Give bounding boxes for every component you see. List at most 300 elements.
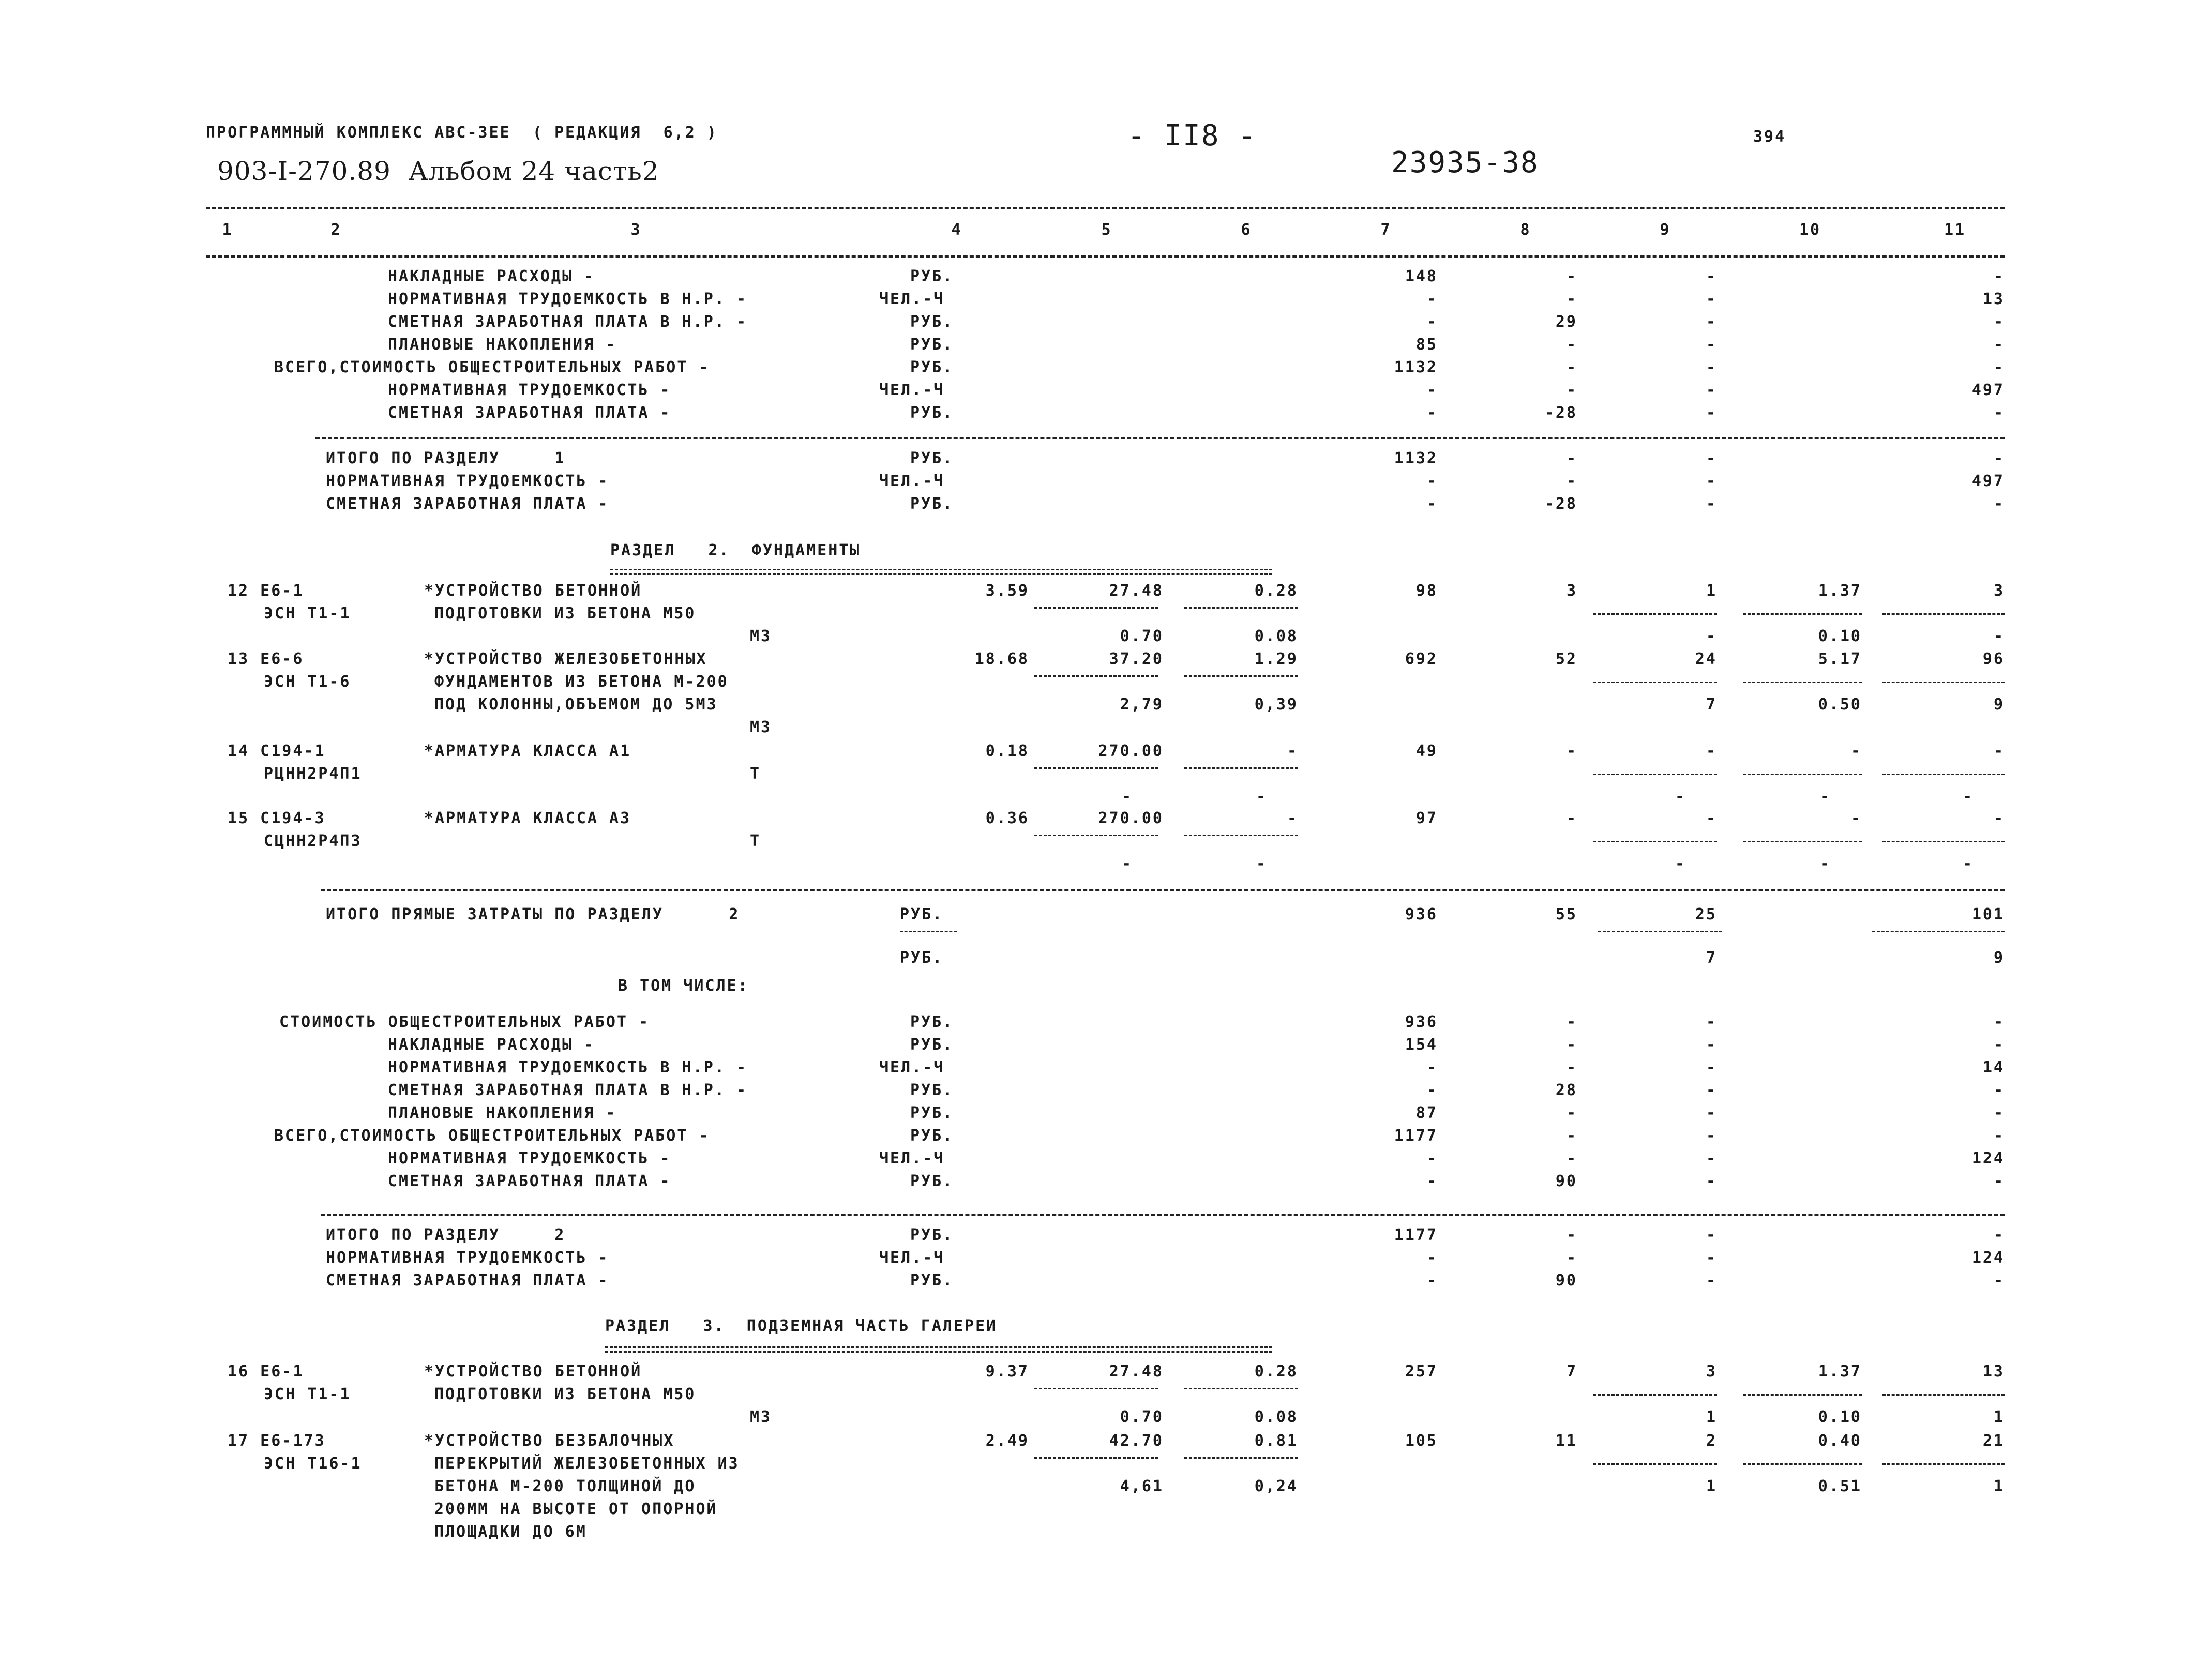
section2-row-label: НОРМАТИВНАЯ ТРУДОЕМКОСТЬ В Н.Р. - bbox=[388, 1058, 748, 1077]
section2-item-c10: - bbox=[1850, 742, 1862, 760]
section2-row-c11: 124 bbox=[1971, 1149, 2005, 1168]
section2-total-c8: 90 bbox=[1555, 1272, 1577, 1290]
section2-item-subrule bbox=[1593, 841, 1717, 842]
section3-item-c8: 7 bbox=[1566, 1363, 1577, 1381]
section1-row-c7: - bbox=[1426, 313, 1438, 331]
section2-item-code: ЭСН Т1-1 bbox=[264, 604, 351, 623]
section2-title: РАЗДЕЛ 2. ФУНДАМЕНТЫ bbox=[610, 541, 861, 559]
section2-row-c9: - bbox=[1706, 1013, 1717, 1031]
section1-row-label: ПЛАНОВЫЕ НАКОПЛЕНИЯ - bbox=[388, 336, 617, 354]
section3-item-desc: ПЕРЕКРЫТИЙ ЖЕЛЕЗОБЕТОННЫХ ИЗ bbox=[434, 1455, 740, 1473]
page-number: - II8 - bbox=[1127, 119, 1257, 153]
section2-row-label: СМЕТНАЯ ЗАРАБОТНАЯ ПЛАТА - bbox=[388, 1172, 671, 1190]
section2-direct-total-unit: РУБ. bbox=[900, 905, 944, 924]
section2-item-c11-b: - bbox=[1962, 788, 1974, 806]
section3-item-c9: 2 bbox=[1706, 1432, 1717, 1450]
section1-total-label: ИТОГО ПО РАЗДЕЛУ 1 bbox=[326, 449, 566, 467]
section1-row-label: НОРМАТИВНАЯ ТРУДОЕМКОСТЬ - bbox=[388, 381, 671, 399]
including-heading: В ТОМ ЧИСЛЕ: bbox=[618, 977, 749, 995]
section2-row-c9: - bbox=[1706, 1172, 1717, 1190]
section1-row-c7: 148 bbox=[1405, 267, 1438, 285]
section1-total-c8: -28 bbox=[1544, 495, 1577, 513]
section2-total-c11: - bbox=[1993, 1272, 2005, 1290]
section3-item-subrule bbox=[1743, 1394, 1862, 1396]
section3-item-c10-b: 0.51 bbox=[1818, 1477, 1862, 1495]
section1-row-c9: - bbox=[1706, 336, 1717, 354]
col-head-3: 3 bbox=[630, 221, 642, 239]
section2-direct-total-c9: 25 bbox=[1695, 905, 1717, 924]
section2-item-c6: - bbox=[1287, 742, 1298, 760]
section2-item-c11: 96 bbox=[1982, 650, 2005, 668]
section3-item-subrule bbox=[1743, 1463, 1862, 1465]
section2-row-unit: ЧЕЛ.-Ч bbox=[879, 1058, 945, 1077]
section2-item-subrule bbox=[1593, 682, 1717, 683]
section1-total-c9: - bbox=[1706, 495, 1717, 513]
section2-item-c10-b: - bbox=[1819, 855, 1831, 873]
section2-row-c7: 87 bbox=[1415, 1104, 1438, 1122]
section2-item-code: РЦНН2Р4П1 bbox=[264, 765, 362, 783]
section1-row-c9: - bbox=[1706, 358, 1717, 376]
section2-row-c8: 28 bbox=[1555, 1081, 1577, 1099]
section2-items-rule bbox=[321, 889, 2005, 891]
section2-row-c7: 936 bbox=[1405, 1013, 1438, 1031]
section1-row-label: НАКЛАДНЫЕ РАСХОДЫ - bbox=[388, 267, 595, 285]
section2-total-label: ИТОГО ПО РАЗДЕЛУ 2 bbox=[326, 1226, 566, 1244]
section2-total-c8: - bbox=[1566, 1249, 1577, 1267]
section3-title-underline bbox=[605, 1346, 1272, 1353]
section1-total-unit: РУБ. bbox=[910, 449, 954, 467]
section2-item-c6-b: 0,39 bbox=[1254, 695, 1298, 714]
section1-total-c11: - bbox=[1993, 495, 2005, 513]
section2-item-subrule bbox=[1743, 841, 1862, 842]
section3-item-desc: БЕТОНА М-200 ТОЛЩИНОЙ ДО bbox=[434, 1477, 696, 1495]
sheet-number: 394 bbox=[1753, 128, 1786, 146]
section1-row-c11: 13 bbox=[1982, 290, 2005, 308]
section2-item-c10-b: - bbox=[1819, 788, 1831, 806]
section1-row-c9: - bbox=[1706, 381, 1717, 399]
section2-item-desc: *АРМАТУРА КЛАССА А1 bbox=[424, 742, 631, 760]
section3-item-subrule bbox=[1034, 1457, 1158, 1459]
header-bottom-rule bbox=[206, 255, 2005, 258]
section2-item-code: СЦНН2Р4П3 bbox=[264, 832, 362, 850]
section2-item-c10-b: 0.10 bbox=[1818, 627, 1862, 645]
section2-row-c7: - bbox=[1426, 1172, 1438, 1190]
section2-item-c4: 0.18 bbox=[985, 742, 1029, 760]
section2-total-c7: 1177 bbox=[1394, 1226, 1438, 1244]
col-head-2: 2 bbox=[330, 221, 342, 239]
section2-row-c8: - bbox=[1566, 1104, 1577, 1122]
section2-item-c5: 37.20 bbox=[1109, 650, 1164, 668]
section2-item-c7: 692 bbox=[1405, 650, 1438, 668]
section1-total-label: НОРМАТИВНАЯ ТРУДОЕМКОСТЬ - bbox=[326, 472, 609, 490]
section2-row-c9: - bbox=[1706, 1058, 1717, 1077]
section2-row-label: ПЛАНОВЫЕ НАКОПЛЕНИЯ - bbox=[388, 1104, 617, 1122]
section3-item-c6-b: 0.08 bbox=[1254, 1408, 1298, 1426]
section2-item-subrule bbox=[1034, 675, 1158, 677]
section2-item-c5-b: 2,79 bbox=[1120, 695, 1164, 714]
section2-item-subrule bbox=[1882, 613, 2005, 615]
section2-item-c8: 52 bbox=[1555, 650, 1577, 668]
section1-total-c7: 1132 bbox=[1394, 449, 1438, 467]
section2-row-c11: 14 bbox=[1982, 1058, 2005, 1077]
section3-item-subrule bbox=[1593, 1394, 1717, 1396]
section3-item-desc: ПОДГОТОВКИ ИЗ БЕТОНА М50 bbox=[434, 1385, 696, 1403]
section2-item-c5-b: - bbox=[1121, 788, 1133, 806]
section1-row-c11: - bbox=[1993, 404, 2005, 422]
section2-item-number: 12 Е6-1 bbox=[228, 582, 304, 600]
section2-item-subrule bbox=[1882, 774, 2005, 775]
col-head-7: 7 bbox=[1380, 221, 1392, 239]
section1-row-c11: - bbox=[1993, 267, 2005, 285]
section1-row-c9: - bbox=[1706, 404, 1717, 422]
section2-item-desc: ПОДГОТОВКИ ИЗ БЕТОНА М50 bbox=[434, 604, 696, 623]
section3-item-subrule bbox=[1593, 1463, 1717, 1465]
section3-item-c10-b: 0.10 bbox=[1818, 1408, 1862, 1426]
section1-rule bbox=[315, 437, 2005, 439]
section2-item-unit: М3 bbox=[750, 627, 772, 645]
section1-row-c8: -28 bbox=[1544, 404, 1577, 422]
section1-total-unit: ЧЕЛ.-Ч bbox=[879, 472, 945, 490]
section1-row-c7: - bbox=[1426, 381, 1438, 399]
section3-item-code: ЭСН Т16-1 bbox=[264, 1455, 362, 1473]
section2-row-unit: РУБ. bbox=[910, 1127, 954, 1145]
section2-row-c9: - bbox=[1706, 1036, 1717, 1054]
section2-item-c4: 3.59 bbox=[985, 582, 1029, 600]
section2-total-c9: - bbox=[1706, 1226, 1717, 1244]
section1-row-c9: - bbox=[1706, 267, 1717, 285]
section2-total-c8: - bbox=[1566, 1226, 1577, 1244]
section2-item-c5-b: - bbox=[1121, 855, 1133, 873]
section1-row-c11: - bbox=[1993, 336, 2005, 354]
section2-row-c11: - bbox=[1993, 1036, 2005, 1054]
col-head-11: 11 bbox=[1944, 221, 1966, 239]
section2-item-desc: ПОД КОЛОННЫ,ОБЪЕМОМ ДО 5М3 bbox=[434, 695, 718, 714]
section2-row-label: СТОИМОСТЬ ОБЩЕСТРОИТЕЛЬНЫХ РАБОТ - bbox=[279, 1013, 650, 1031]
section2-item-c9-b: - bbox=[1675, 788, 1686, 806]
section2-item-desc: ФУНДАМЕНТОВ ИЗ БЕТОНА М-200 bbox=[434, 673, 729, 691]
section2-item-c11: - bbox=[1993, 742, 2005, 760]
section1-row-label: СМЕТНАЯ ЗАРАБОТНАЯ ПЛАТА - bbox=[388, 404, 671, 422]
section2-item-c8: - bbox=[1566, 742, 1577, 760]
section3-item-c11: 13 bbox=[1982, 1363, 2005, 1381]
section1-total-c7: - bbox=[1426, 472, 1438, 490]
section2-row-c11: - bbox=[1993, 1104, 2005, 1122]
section3-item-desc: ПЛОЩАДКИ ДО 6М bbox=[434, 1523, 587, 1541]
section2-total-unit: РУБ. bbox=[910, 1272, 954, 1290]
col-head-9: 9 bbox=[1660, 221, 1671, 239]
section3-item-number: 16 Е6-1 bbox=[228, 1363, 304, 1381]
section2-item-subrule bbox=[1034, 607, 1158, 609]
section1-row-c8: - bbox=[1566, 358, 1577, 376]
section2-direct-total-c11: 101 bbox=[1971, 905, 2005, 924]
section2-item-desc: *УСТРОЙСТВО ЖЕЛЕЗОБЕТОННЫХ bbox=[424, 650, 707, 668]
section2-row-c8: - bbox=[1566, 1013, 1577, 1031]
section1-row-c8: - bbox=[1566, 267, 1577, 285]
section2-row-unit: РУБ. bbox=[910, 1081, 954, 1099]
section3-item-subrule bbox=[1034, 1388, 1158, 1389]
col-head-5: 5 bbox=[1101, 221, 1112, 239]
section2-row-c7: - bbox=[1426, 1058, 1438, 1077]
col-head-8: 8 bbox=[1520, 221, 1531, 239]
section2-item-c7: 97 bbox=[1415, 809, 1438, 827]
section3-item-c5: 42.70 bbox=[1109, 1432, 1164, 1450]
section2-item-c6: 0.28 bbox=[1254, 582, 1298, 600]
section1-total-c9: - bbox=[1706, 449, 1717, 467]
section2-direct-total-c11b: 9 bbox=[1993, 949, 2005, 967]
section3-item-c9-b: 1 bbox=[1706, 1408, 1717, 1426]
section2-item-subrule bbox=[1743, 774, 1862, 775]
section2-total-c9: - bbox=[1706, 1272, 1717, 1290]
section1-total-c8: - bbox=[1566, 449, 1577, 467]
section2-item-c6-b: - bbox=[1256, 788, 1267, 806]
header-top-rule bbox=[206, 207, 2005, 209]
section2-item-number: 13 Е6-6 bbox=[228, 650, 304, 668]
section3-item-c11-b: 1 bbox=[1993, 1477, 2005, 1495]
section2-item-subrule bbox=[1184, 607, 1298, 609]
section2-item-c8: 3 bbox=[1566, 582, 1577, 600]
estimate-number: 23935-38 bbox=[1391, 146, 1539, 179]
section2-item-c5-b: 0.70 bbox=[1120, 627, 1164, 645]
section2-item-subrule bbox=[1034, 767, 1158, 769]
section3-item-number: 17 Е6-173 bbox=[228, 1432, 326, 1450]
section2-item-unit: Т bbox=[750, 765, 761, 783]
section2-item-c6: - bbox=[1287, 809, 1298, 827]
section1-total-unit: РУБ. bbox=[910, 495, 954, 513]
section2-row-c8: 90 bbox=[1555, 1172, 1577, 1190]
section2-row-c8: - bbox=[1566, 1127, 1577, 1145]
section1-row-c8: 29 bbox=[1555, 313, 1577, 331]
col-head-1: 1 bbox=[222, 221, 233, 239]
section2-row-c8: - bbox=[1566, 1036, 1577, 1054]
section1-row-label: ВСЕГО,СТОИМОСТЬ ОБЩЕСТРОИТЕЛЬНЫХ РАБОТ - bbox=[274, 358, 710, 376]
section2-item-c7: 98 bbox=[1415, 582, 1438, 600]
section2-item-c11-b: - bbox=[1993, 627, 2005, 645]
section1-row-c7: - bbox=[1426, 404, 1438, 422]
section1-total-c11: - bbox=[1993, 449, 2005, 467]
section2-item-subrule bbox=[1184, 675, 1298, 677]
section3-item-code: ЭСН Т1-1 bbox=[264, 1385, 351, 1403]
section3-item-subrule bbox=[1184, 1457, 1298, 1459]
section2-row-c8: - bbox=[1566, 1149, 1577, 1168]
section2-item-number: 14 С194-1 bbox=[228, 742, 326, 760]
section2-total-unit: РУБ. bbox=[910, 1226, 954, 1244]
section2-item-unit: Т bbox=[750, 832, 761, 850]
section2-direct-total-c7: 936 bbox=[1405, 905, 1438, 924]
section3-item-unit: М3 bbox=[750, 1408, 772, 1426]
section1-total-c11: 497 bbox=[1971, 472, 2005, 490]
section2-item-c5: 270.00 bbox=[1098, 809, 1164, 827]
section2-item-c9-b: - bbox=[1675, 855, 1686, 873]
section2-row-label: СМЕТНАЯ ЗАРАБОТНАЯ ПЛАТА В Н.Р. - bbox=[388, 1081, 748, 1099]
section2-item-subrule bbox=[1882, 841, 2005, 842]
section3-title: РАЗДЕЛ 3. ПОДЗЕМНАЯ ЧАСТЬ ГАЛЕРЕИ bbox=[605, 1317, 998, 1335]
section2-row-label: НАКЛАДНЫЕ РАСХОДЫ - bbox=[388, 1036, 595, 1054]
section2-row-unit: ЧЕЛ.-Ч bbox=[879, 1149, 945, 1168]
section3-item-subrule bbox=[1184, 1388, 1298, 1389]
section3-item-c7: 257 bbox=[1405, 1363, 1438, 1381]
section3-item-c5-b: 4,61 bbox=[1120, 1477, 1164, 1495]
section1-total-label: СМЕТНАЯ ЗАРАБОТНАЯ ПЛАТА - bbox=[326, 495, 609, 513]
section2-rule bbox=[321, 1214, 2005, 1216]
col-head-6: 6 bbox=[1241, 221, 1252, 239]
dash-under-unit bbox=[900, 931, 957, 932]
section3-item-subrule bbox=[1882, 1394, 2005, 1396]
col-head-10: 10 bbox=[1799, 221, 1821, 239]
section3-item-c5: 27.48 bbox=[1109, 1363, 1164, 1381]
section2-direct-total-label: ИТОГО ПРЯМЫЕ ЗАТРАТЫ ПО РАЗДЕЛУ 2 bbox=[326, 905, 740, 924]
section3-item-c10: 0.40 bbox=[1818, 1432, 1862, 1450]
program-name: ПРОГРАММНЫЙ КОМПЛЕКС АВС-3ЕЕ ( РЕДАКЦИЯ 6,2 ) bbox=[206, 124, 718, 142]
section2-title-underline bbox=[610, 569, 1272, 575]
section2-row-unit: РУБ. bbox=[910, 1013, 954, 1031]
section2-item-subrule bbox=[1034, 835, 1158, 836]
section2-item-subrule bbox=[1593, 613, 1717, 615]
section2-item-desc: *АРМАТУРА КЛАССА А3 bbox=[424, 809, 631, 827]
section2-item-subrule bbox=[1184, 767, 1298, 769]
section3-item-c6: 0.81 bbox=[1254, 1432, 1298, 1450]
section1-row-unit: РУБ. bbox=[910, 358, 954, 376]
section1-row-unit: РУБ. bbox=[910, 313, 954, 331]
section1-row-c8: - bbox=[1566, 290, 1577, 308]
section2-row-c11: - bbox=[1993, 1172, 2005, 1190]
section2-row-c9: - bbox=[1706, 1127, 1717, 1145]
section3-item-c9: 3 bbox=[1706, 1363, 1717, 1381]
section1-row-c8: - bbox=[1566, 336, 1577, 354]
section2-row-label: ВСЕГО,СТОИМОСТЬ ОБЩЕСТРОИТЕЛЬНЫХ РАБОТ - bbox=[274, 1127, 710, 1145]
section1-total-c9: - bbox=[1706, 472, 1717, 490]
section2-item-unit: М3 bbox=[750, 718, 772, 736]
section2-item-subrule bbox=[1184, 835, 1298, 836]
section2-item-c10: - bbox=[1850, 809, 1862, 827]
section2-item-c11-b: 9 bbox=[1993, 695, 2005, 714]
section3-item-desc: *УСТРОЙСТВО БЕЗБАЛОЧНЫХ bbox=[424, 1432, 675, 1450]
section2-row-c11: - bbox=[1993, 1013, 2005, 1031]
section1-row-c8: - bbox=[1566, 381, 1577, 399]
section2-row-c7: 1177 bbox=[1394, 1127, 1438, 1145]
section2-row-c9: - bbox=[1706, 1149, 1717, 1168]
section2-item-c11: - bbox=[1993, 809, 2005, 827]
section3-item-c11-b: 1 bbox=[1993, 1408, 2005, 1426]
section3-item-c8: 11 bbox=[1555, 1432, 1577, 1450]
dash-under-c9 bbox=[1598, 931, 1722, 932]
section2-item-c9-b: - bbox=[1706, 627, 1717, 645]
section2-item-c9-b: 7 bbox=[1706, 695, 1717, 714]
section1-row-label: НОРМАТИВНАЯ ТРУДОЕМКОСТЬ В Н.Р. - bbox=[388, 290, 748, 308]
section3-item-c5-b: 0.70 bbox=[1120, 1408, 1164, 1426]
section2-item-number: 15 С194-3 bbox=[228, 809, 326, 827]
section1-row-c9: - bbox=[1706, 313, 1717, 331]
section2-total-label: НОРМАТИВНАЯ ТРУДОЕМКОСТЬ - bbox=[326, 1249, 609, 1267]
section2-total-c11: 124 bbox=[1971, 1249, 2005, 1267]
section2-item-subrule bbox=[1743, 682, 1862, 683]
document-code: 903-I-270.89 Альбом 24 часть2 bbox=[217, 156, 659, 186]
section2-item-c6-b: - bbox=[1256, 855, 1267, 873]
section1-row-unit: ЧЕЛ.-Ч bbox=[879, 381, 945, 399]
section1-row-unit: ЧЕЛ.-Ч bbox=[879, 290, 945, 308]
section2-item-c11: 3 bbox=[1993, 582, 2005, 600]
section2-item-c5: 270.00 bbox=[1098, 742, 1164, 760]
section2-direct-total-unit2: РУБ. bbox=[900, 949, 944, 967]
section2-row-unit: РУБ. bbox=[910, 1104, 954, 1122]
dash-under-c11 bbox=[1872, 931, 2005, 932]
section1-row-c7: 85 bbox=[1415, 336, 1438, 354]
section2-item-subrule bbox=[1882, 682, 2005, 683]
section2-row-label: НОРМАТИВНАЯ ТРУДОЕМКОСТЬ - bbox=[388, 1149, 671, 1168]
section2-item-c10-b: 0.50 bbox=[1818, 695, 1862, 714]
section2-item-c9: 1 bbox=[1706, 582, 1717, 600]
section2-item-code: ЭСН Т1-6 bbox=[264, 673, 351, 691]
section2-item-subrule bbox=[1593, 774, 1717, 775]
section2-total-unit: ЧЕЛ.-Ч bbox=[879, 1249, 945, 1267]
section2-direct-total-c8: 55 bbox=[1555, 905, 1577, 924]
section3-item-subrule bbox=[1882, 1463, 2005, 1465]
section1-row-c7: 1132 bbox=[1394, 358, 1438, 376]
section2-item-c10: 1.37 bbox=[1818, 582, 1862, 600]
section3-item-desc: 200ММ НА ВЫСОТЕ ОТ ОПОРНОЙ bbox=[434, 1500, 718, 1518]
section2-item-c9: - bbox=[1706, 742, 1717, 760]
section2-row-c9: - bbox=[1706, 1104, 1717, 1122]
section1-row-unit: РУБ. bbox=[910, 267, 954, 285]
section2-total-c9: - bbox=[1706, 1249, 1717, 1267]
section1-row-c9: - bbox=[1706, 290, 1717, 308]
section3-item-c7: 105 bbox=[1405, 1432, 1438, 1450]
section3-item-desc: *УСТРОЙСТВО БЕТОННОЙ bbox=[424, 1363, 642, 1381]
section3-item-c9-b: 1 bbox=[1706, 1477, 1717, 1495]
section3-item-c10: 1.37 bbox=[1818, 1363, 1862, 1381]
section1-row-c11: 497 bbox=[1971, 381, 2005, 399]
section2-row-c8: - bbox=[1566, 1058, 1577, 1077]
section2-item-c10: 5.17 bbox=[1818, 650, 1862, 668]
section1-row-unit: РУБ. bbox=[910, 336, 954, 354]
section3-item-c11: 21 bbox=[1982, 1432, 2005, 1450]
section2-total-c7: - bbox=[1426, 1249, 1438, 1267]
section2-row-c9: - bbox=[1706, 1081, 1717, 1099]
col-head-4: 4 bbox=[951, 221, 962, 239]
section1-row-c11: - bbox=[1993, 313, 2005, 331]
section2-row-c7: - bbox=[1426, 1149, 1438, 1168]
section2-total-c11: - bbox=[1993, 1226, 2005, 1244]
section2-item-c9: - bbox=[1706, 809, 1717, 827]
section1-total-c8: - bbox=[1566, 472, 1577, 490]
section2-row-c11: - bbox=[1993, 1081, 2005, 1099]
section2-row-c7: 154 bbox=[1405, 1036, 1438, 1054]
section2-row-c11: - bbox=[1993, 1127, 2005, 1145]
section2-item-c11-b: - bbox=[1962, 855, 1974, 873]
section1-total-c7: - bbox=[1426, 495, 1438, 513]
section2-item-c6-b: 0.08 bbox=[1254, 627, 1298, 645]
section2-row-c7: - bbox=[1426, 1081, 1438, 1099]
section3-item-c4: 2.49 bbox=[985, 1432, 1029, 1450]
section2-item-desc: *УСТРОЙСТВО БЕТОННОЙ bbox=[424, 582, 642, 600]
section2-item-c6: 1.29 bbox=[1254, 650, 1298, 668]
section1-row-label: СМЕТНАЯ ЗАРАБОТНАЯ ПЛАТА В Н.Р. - bbox=[388, 313, 748, 331]
section3-item-c6-b: 0,24 bbox=[1254, 1477, 1298, 1495]
section3-item-c6: 0.28 bbox=[1254, 1363, 1298, 1381]
section2-item-c9: 24 bbox=[1695, 650, 1717, 668]
section1-row-unit: РУБ. bbox=[910, 404, 954, 422]
section2-item-c7: 49 bbox=[1415, 742, 1438, 760]
section2-item-c5: 27.48 bbox=[1109, 582, 1164, 600]
section2-direct-total-c9b: 7 bbox=[1706, 949, 1717, 967]
section1-row-c11: - bbox=[1993, 358, 2005, 376]
section2-row-unit: РУБ. bbox=[910, 1172, 954, 1190]
section2-total-c7: - bbox=[1426, 1272, 1438, 1290]
section2-total-label: СМЕТНАЯ ЗАРАБОТНАЯ ПЛАТА - bbox=[326, 1272, 609, 1290]
section2-item-c4: 0.36 bbox=[985, 809, 1029, 827]
section1-row-c7: - bbox=[1426, 290, 1438, 308]
section2-item-c8: - bbox=[1566, 809, 1577, 827]
section2-row-unit: РУБ. bbox=[910, 1036, 954, 1054]
